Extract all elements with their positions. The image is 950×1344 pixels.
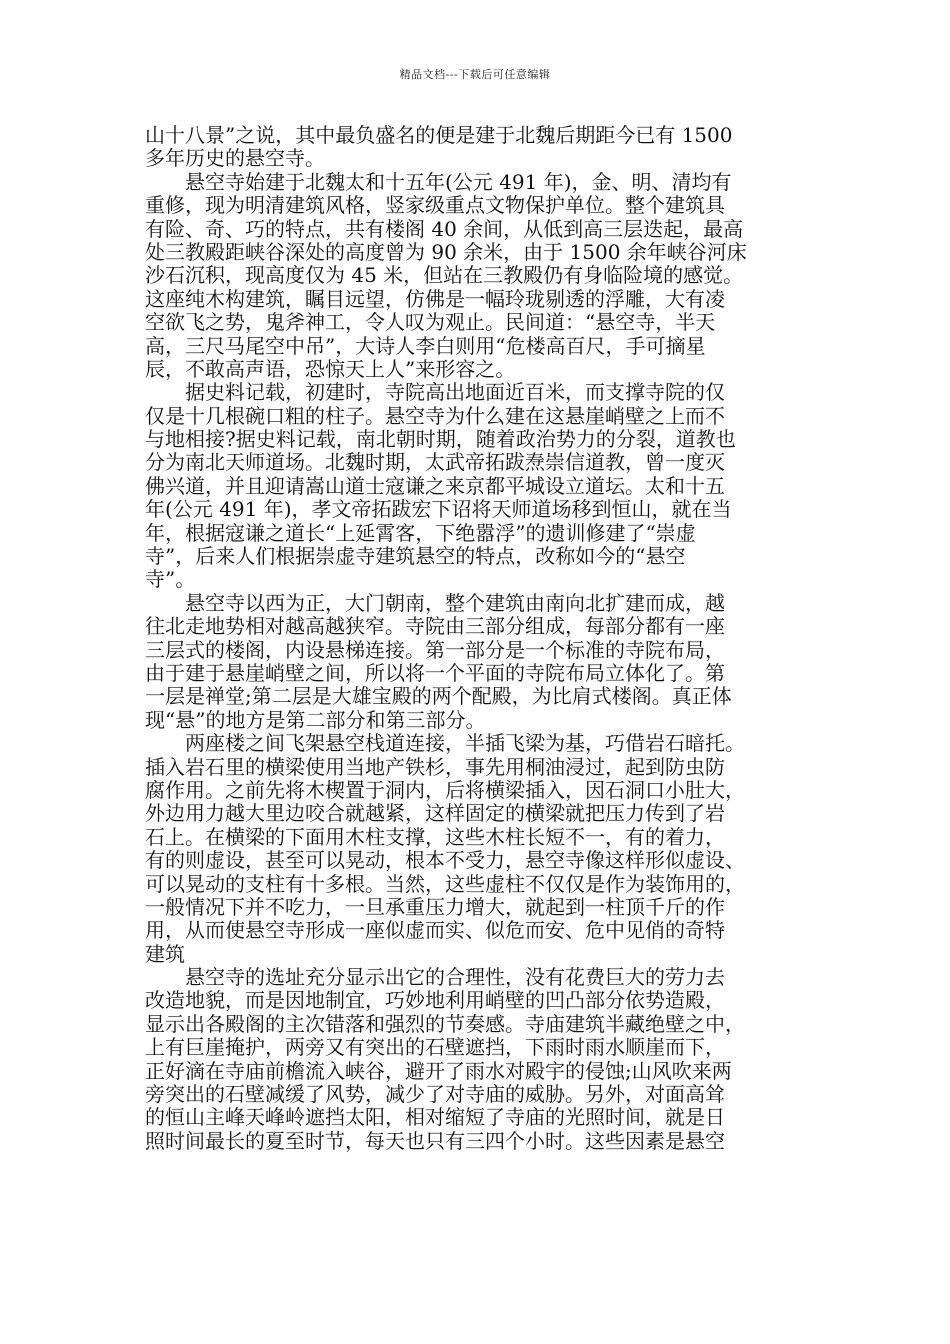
text-line: 上有巨崖掩护，两旁又有突出的石壁遮挡，下雨时雨水顺崖而下， [145,1036,725,1060]
text-line: 可以晃动的支柱有十多根。当然，这些虚柱不仅仅是作为装饰用的， [145,872,745,896]
text-line: 有险、奇、巧的特点，共有楼阁 40 余间，从低到高三层迭起，最高 [145,217,744,241]
text-line: 由于建于悬崖峭壁之间，所以将一个平面的寺院布局立体化了。第 [145,661,725,685]
text-line: 显示出各殿阁的主次错落和强烈的节奏感。寺庙建筑半藏绝壁之中， [145,1012,745,1036]
text-line: 仅是十几根碗口粗的柱子。悬空寺为什么建在这悬崖峭壁之上而不 [145,404,725,428]
text-line: 高，三尺马尾空中吊”，大诗人李白则用“危楼高百尺，手可摘星 [145,334,706,358]
text-line: 现“悬”的地方是第二部分和第三部分。 [145,708,486,732]
text-line: 年(公元 491 年)，孝文帝拓跋宏下诏将天师道场移到恒山，就在当 [145,498,732,522]
document-body [145,124,807,1153]
text-line: 这座纯木构建筑，瞩目远望，仿佛是一幅玲珑剔透的浮雕，大有凌 [145,287,725,311]
text-line: 三层式的楼阁，内设悬梯连接。第一部分是一个标准的寺院布局， [145,638,725,662]
paragraph-start-line: 悬空寺以西为正，大门朝南，整个建筑由南向北扩建而成，越 [185,591,725,615]
text-line: 用，从而使悬空寺形成一座似虚而实、似危而安、危中见俏的奇特 [145,919,725,943]
text-line: 空欲飞之势，鬼斧神工，令人叹为观止。民间道：“悬空寺，半天 [145,311,716,335]
text-line: 往北走地势相对越高越狭窄。寺院由三部分组成，每部分都有一座 [145,615,725,639]
text-line: 辰，不敢高声语，恐惊天上人”来形容之。 [145,357,516,381]
text-line: 分为南北天师道场。北魏时期，太武帝拓跋焘崇信道教，曾一度灭 [145,451,725,475]
text-line: 建筑 [145,942,185,966]
paragraph-start-line: 悬空寺的选址充分显示出它的合理性，没有花费巨大的劳力去 [185,966,725,990]
text-line: 正好滴在寺庙前檐流入峡谷，避开了雨水对殿宇的侵蚀;山风吹来两 [145,1059,732,1083]
text-line: 多年历史的悬空寺。 [145,147,325,171]
text-line: 一般情况下并不吃力，一旦承重压力增大，就起到一柱顶千斤的作 [145,895,725,919]
text-line: 一层是禅堂;第二层是大雄宝殿的两个配殿，为比肩式楼阁。真正体 [145,685,732,709]
text-line: 腐作用。之前先将木楔置于洞内，后将横梁插入，因石洞口小肚大， [145,778,745,802]
text-line: 寺”。 [145,568,196,592]
text-line: 沙石沉积，现高度仅为 45 米，但站在三教殿仍有身临险境的感觉。 [145,264,744,288]
page-header: 精品文档---下载后可任意编辑 [399,68,551,81]
text-line: 旁突出的石壁减缓了风势，减少了对寺庙的威胁。另外，对面高耸 [145,1083,725,1107]
text-line: 年，根据寇谦之道长“上延霄客，下绝嚣浮”的遗训修建了“崇虚 [145,521,696,545]
text-line: 插入岩石里的横梁使用当地产铁杉，事先用桐油浸过，起到防虫防 [145,755,725,779]
text-line: 改造地貌，而是因地制宜，巧妙地利用峭壁的凹凸部分依势造殿， [145,989,725,1013]
text-line: 重修，现为明清建筑风格，竖家级重点文物保护单位。整个建筑具 [145,194,725,218]
text-line: 的恒山主峰天峰岭遮挡太阳，相对缩短了寺庙的光照时间，就是日 [145,1106,725,1130]
text-line: 有的则虚设，甚至可以晃动，根本不受力，悬空寺像这样形似虚设、 [145,849,745,873]
text-line: 照时间最长的夏至时节，每天也只有三四个小时。这些因素是悬空 [145,1129,725,1153]
text-line: 山十八景”之说，其中最负盛名的便是建于北魏后期距今已有 1500 [145,124,733,147]
text-line: 寺”，后来人们根据崇虚寺建筑悬空的特点，改称如今的“悬空 [145,545,686,569]
paragraph-start-line: 据史料记载，初建时，寺院高出地面近百米，而支撑寺院的仅 [185,381,725,405]
text-line: 处三教殿距峡谷深处的高度曾为 90 余米，由于 1500 余年峡谷河床 [145,240,747,264]
text-line: 佛兴道，并且迎请嵩山道士寇谦之来京都平城设立道坛。太和十五 [145,474,725,498]
text-line: 与地相接?据史料记载，南北朝时期，随着政治势力的分裂，道教也 [145,428,736,452]
text-line: 外边用力越大里边咬合就越紧，这样固定的横梁就把压力传到了岩 [145,802,725,826]
paragraph-start-line: 悬空寺始建于北魏太和十五年(公元 491 年)，金、明、清均有 [185,170,732,194]
text-line: 石上。在横梁的下面用木柱支撑，这些木柱长短不一，有的着力， [145,825,725,849]
paragraph-start-line: 两座楼之间飞架悬空栈道连接，半插飞梁为基，巧借岩石暗托。 [185,732,745,756]
